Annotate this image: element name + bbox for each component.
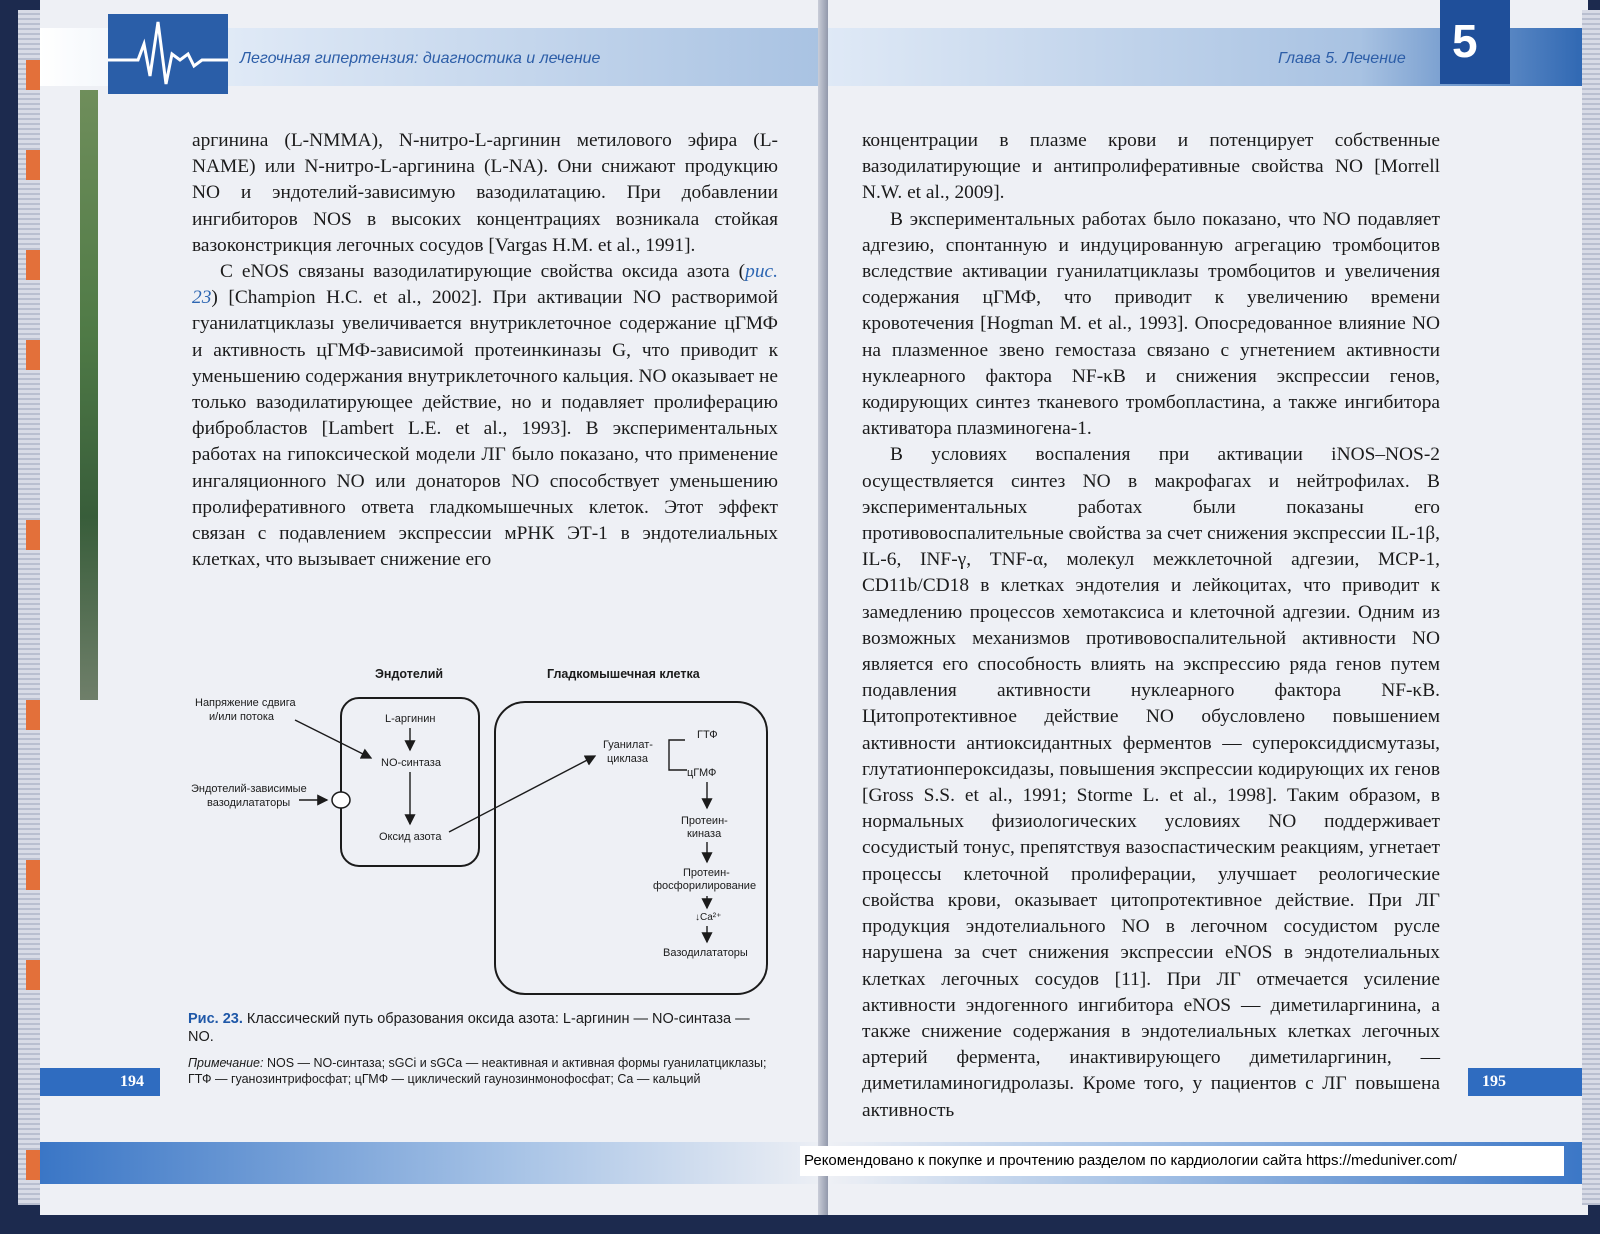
left-footer-band — [40, 1142, 830, 1184]
calcium-label: ↓Ca²⁺ — [695, 912, 722, 923]
l-arginine-label: L-аргинин — [385, 713, 436, 725]
page-edge-marks — [26, 0, 40, 1200]
chapter-number: 5 — [1452, 15, 1478, 67]
paragraph: концентрации в плазме крови и потенцирует собственные вазодилатирующие и антипролиферативные свойства NO [Morrell N.W. et al., 2009]. — [862, 130, 1440, 204]
figure-reference-link[interactable]: рис. 23 — [192, 261, 778, 309]
note-text: NOS — NO-синтаза; sGCi и sGCa — неактивная и активная формы гуанилатциклазы; ГТФ — гуанозинтрифосфат; цГМФ — циклический гаунозинмонофосфат; Ca — кальций — [188, 1056, 767, 1086]
no-synthase-label: NO-синтаза — [381, 757, 441, 769]
paragraph: аргинина (L-NMMA), N-нитро-L-аргинин метилового эфира (L-NAME) или N-нитро-L-аргинина (L-NA). Они снижают продукцию NO и эндотелий-зависимую вазодилатацию. При добавлении ингибиторов NOS в высоких концентрациях возникала стойкая вазоконстрикция легочных сосудов [Vargas H.M. et al., 1991]. — [192, 130, 778, 256]
cover-photo-strip — [80, 90, 98, 700]
left-page-number: 194 — [120, 1073, 144, 1090]
smooth-muscle-title: Гладкомышечная клетка — [547, 667, 700, 681]
left-body-text — [192, 128, 778, 573]
paragraph: В условиях воспаления при активации iNOS–NOS-2 осуществляется синтез NO в макрофагах и нейтрофилах. В экспериментальных работах были показаны его противовоспалительные свойства за счет снижения экспрессии IL-1β, IL-6, INF-γ, TNF-α, молекул межклеточной адгезии, MCP-1, CD11b/CD18 в клетках эндотелия и лейкоцитах, что приводит к замедлению процессов хемотаксиса и клеточной адгезии. Одним из возможных механизмов противовоспалительной активности NO является его способность влиять на экспрессию ряда генов путем подавления активности нуклеарного фактора NF-κB. Цитопротективное действие NO обусловлено повышением активности антиоксидантных ферментов — супероксиддисмутазы, глутатионпероксидазы, повышения экспрессии кодирующих их генов [Gross S.S. et al., 1991; Storme L. et al., 1998]. Таким образом, в нормальных физиологических условиях NO поддерживает сосудистый тонус, препятствуя вазоспастическим реакциям, угнетает процессы клеточной пролиферации, улучшает реологические свойства крови, оказывает цитопротективное действие. При ЛГ продукция эндотелиального NO в легочном сосудистом русле нарушена за счет снижения экспрессии eNOS в эндотелиальных клетках легочных сосудов [11]. При ЛГ отмечается усиление активности эндогенного ингибитора eNOS — диметиларгинина, а также снижение содержания в эндотелиальных клетках легочных артерий фермента, инактивирующего диметиларгинин, — диметиламиногидролазы. Кроме того, у пациентов с ЛГ повышена активность — [862, 444, 1440, 1121]
nitric-oxide-label: Оксид азота — [379, 831, 442, 843]
protein-kinase-label-2: киназа — [687, 828, 722, 840]
right-running-header: Глава 5. Лечение — [1278, 50, 1406, 67]
figure-note — [188, 1055, 778, 1087]
right-body-text — [862, 128, 1440, 1124]
protein-kinase-label: Протеин- — [681, 815, 728, 827]
left-page — [40, 0, 830, 1215]
right-page-number: 195 — [1482, 1073, 1506, 1090]
gtp-bracket — [669, 740, 687, 770]
phospho-label: Протеин- — [683, 867, 730, 879]
left-running-header: Легочная гипертензия: диагностика и лечение — [240, 50, 601, 67]
dilators-label: Эндотелий-зависимые — [191, 783, 307, 795]
vasodilators-label: Вазодилататоры — [663, 947, 748, 959]
watermark-banner: Рекомендовано к покупке и прочтению разделом по кардиологии сайта https://meduniver.com/ — [800, 1146, 1564, 1176]
guanylate-label-2: циклаза — [607, 753, 648, 765]
ecg-logo-icon — [108, 14, 228, 94]
endothelium-title: Эндотелий — [375, 667, 444, 681]
shear-stress-label-2: и/или потока — [209, 711, 275, 723]
no-pathway-diagram — [187, 664, 777, 1004]
receptor-icon — [332, 792, 350, 808]
paragraph: С eNOS связаны вазодилатирующие свойства оксида азота (рис. 23) [Champion H.C. et al., 2002]. При активации NO растворимой гуанилатциклазы увеличивается внутриклеточное содержание цГМФ и активность цГМФ-зависимой протеинкиназы G, что приводит к уменьшению содержания внутриклеточного кальция. NO оказывает не только вазодилатирующее действие, но и подавляет пролиферацию фибробластов [Lambert L.E. et al., 1993]. В экспериментальных работах на гипоксической модели ЛГ было показано, что применение ингаляционного NO или донаторов NO способствует уменьшению пролиферативного ответа гладкомышечных клеток. Этот эффект связан с подавлением экспрессии мРНК ЭТ-1 в эндотелиальных клетках, что вызывает снижение его — [192, 261, 778, 571]
note-label: Примечание: — [188, 1056, 264, 1070]
cgmp-label: цГМФ — [687, 767, 717, 779]
phospho-label-2: фосфорилирование — [653, 880, 757, 892]
guanylate-label: Гуанилат- — [603, 739, 653, 751]
shear-arrow — [295, 720, 371, 758]
caption-text: Классический путь образования оксида азота: L-аргинин — NO-синтаза — NO. — [188, 1011, 750, 1045]
caption-label: Рис. 23. — [188, 1011, 243, 1027]
right-page-edges — [1582, 10, 1600, 1205]
figure-caption — [188, 1010, 778, 1046]
paragraph: В экспериментальных работах было показано, что NO подавляет адгезию, спонтанную и индуцированную агрегацию тромбоцитов вследствие активации гуанилатциклазы тромбоцитов и увеличения содержания цГМФ, что приводит к увеличению времени кровотечения [Hogman M. et al., 1993]. Опосредованное влияние NO на плазменное звено гемостаза связано с угнетением активности нуклеарного фактора NF-κB и снижения экспрессии генов, кодирующих синтез тканевого тромбопластина, а также ингибитора активатора плазминогена-1. — [862, 208, 1440, 440]
gtp-label: ГТФ — [697, 729, 718, 741]
right-page — [828, 0, 1588, 1215]
shear-stress-label: Напряжение сдвига — [195, 697, 296, 709]
arrow-no-gc — [449, 756, 595, 832]
dilators-label-2: вазодилататоры — [207, 797, 291, 809]
